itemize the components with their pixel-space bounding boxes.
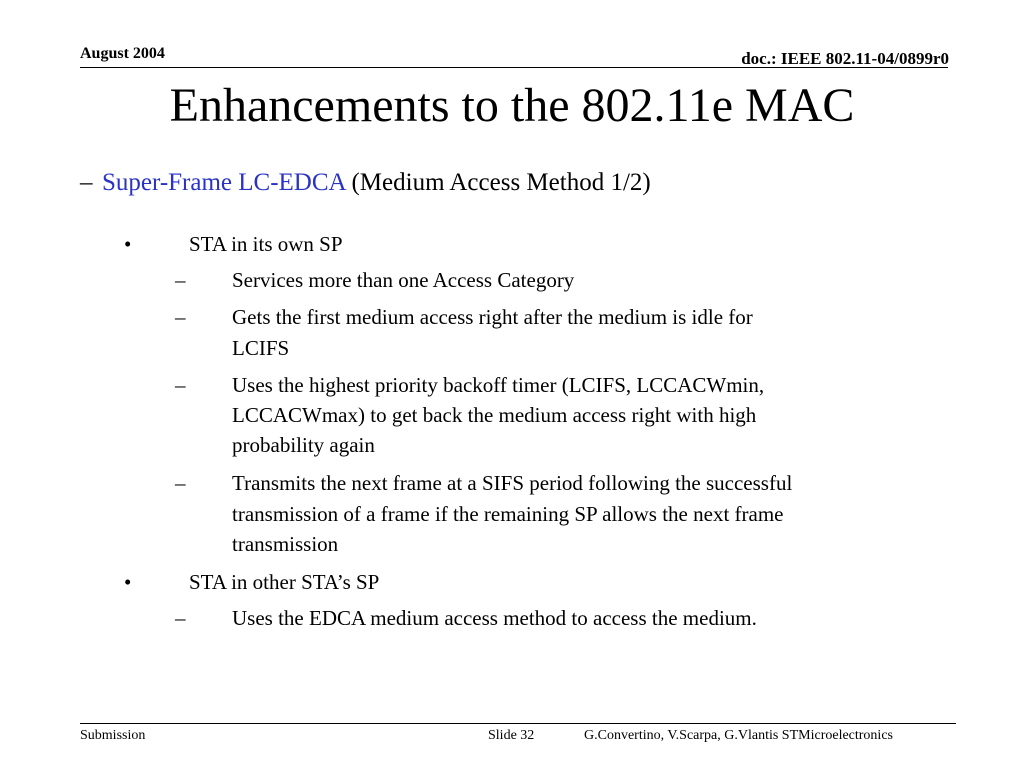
sub-bullet-marker: – (175, 305, 186, 329)
subheading-accent: Super-Frame LC-EDCA (102, 169, 346, 196)
sub-bullet-line: transmission of a frame if the remaining SP allows the next frame (232, 502, 784, 526)
subheading (80, 167, 651, 199)
footer-slide-number: Slide 32 (488, 728, 535, 743)
sub-bullet-line: Gets the first medium access right after the medium is idle for (232, 305, 753, 329)
bullet-marker: • (124, 232, 132, 256)
bullet-marker: • (124, 570, 132, 594)
sub-bullet-marker: – (175, 373, 186, 397)
slide-title: Enhancements to the 802.11e MAC (169, 79, 855, 132)
sub-bullet-line: LCCACWmax) to get back the medium access right with high (232, 403, 757, 427)
footer-authors: G.Convertino, V.Scarpa, G.Vlantis STMicroelectronics (584, 728, 893, 743)
sub-bullet-line: Uses the EDCA medium access method to access the medium. (232, 606, 757, 630)
sub-bullet-line: probability again (232, 433, 375, 457)
sub-bullet-marker: – (175, 471, 186, 495)
header-doc-id: doc.: IEEE 802.11-04/0899r0 (741, 49, 949, 68)
sub-bullet-marker: – (175, 606, 186, 630)
sub-bullet-line: LCIFS (232, 336, 290, 360)
bullet-text: STA in its own SP (189, 232, 343, 256)
header-divider (80, 67, 948, 68)
sub-bullet-line: transmission (232, 532, 339, 556)
bullet-text: STA in other STA’s SP (189, 570, 380, 594)
sub-bullet-line: Transmits the next frame at a SIFS period following the successful (232, 471, 793, 495)
footer-submission: Submission (80, 728, 146, 743)
subheading-rest: (Medium Access Method 1/2) (345, 169, 651, 196)
sub-bullet-line: Services more than one Access Category (232, 268, 575, 292)
footer-divider (80, 723, 956, 724)
sub-bullet-line: Uses the highest priority backoff timer (LCIFS, LCCACWmin, (232, 373, 765, 397)
sub-bullet-marker: – (175, 268, 186, 292)
header-date: August 2004 (80, 45, 165, 62)
subheading-dash: – (80, 169, 93, 196)
